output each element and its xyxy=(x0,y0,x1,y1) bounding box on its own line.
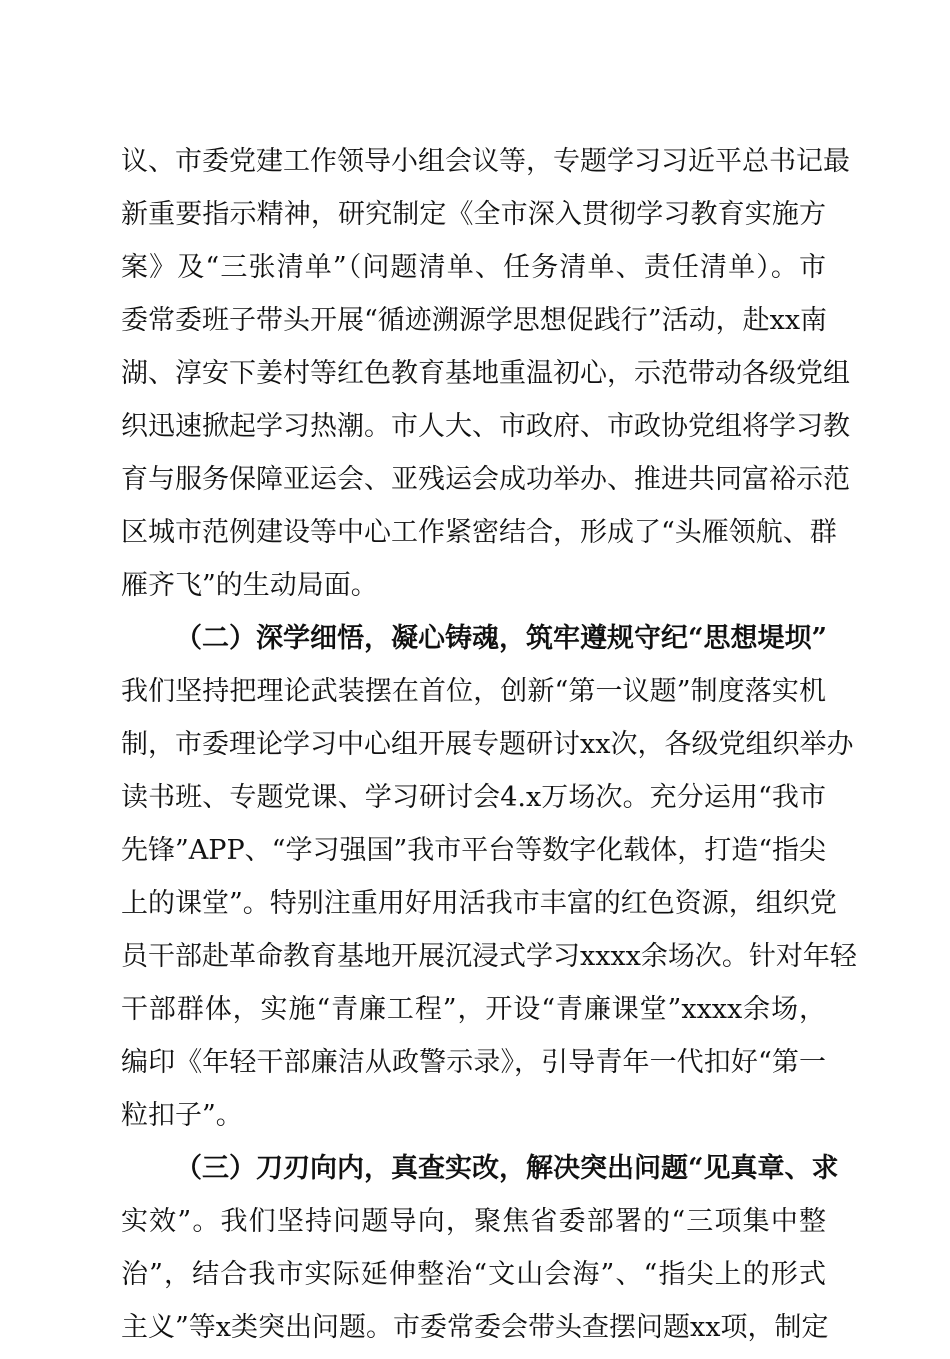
text-line: 委常委班子带头开展“循迹溯源学思想促践行”活动，赴xx南 xyxy=(121,305,828,336)
text-line: 议、市委党建工作领导小组会议等，专题学习习近平总书记最 xyxy=(121,146,850,177)
text-line: 湖、淳安下姜村等红色教育基地重温初心，示范带动各级党组 xyxy=(121,358,850,389)
text-line: 粒扣子”。 xyxy=(121,1100,243,1131)
section-heading: （三）刀刃向内，真查实改，解决突出问题“见真章、求 xyxy=(175,1153,839,1184)
text-line: 案》及“三张清单”（问题清单、任务清单、责任清单）。市 xyxy=(121,252,826,283)
section-2 xyxy=(121,617,857,1147)
section-heading: （二）深学细悟，凝心铸魂，筑牢遵规守纪“思想堤坝” xyxy=(175,623,828,654)
section-3 xyxy=(121,1147,839,1359)
text-line: 员干部赴革命教育基地开展沉浸式学习xxxx余场次。针对年轻 xyxy=(121,941,857,972)
text-line: 上的课堂”。特别注重用好用活我市丰富的红色资源，组织党 xyxy=(121,888,837,919)
text-line: 读书班、专题党课、学习研讨会4.x万场次。充分运用“我市 xyxy=(121,782,826,813)
text-line: 编印《年轻干部廉洁从政警示录》，引导青年一代扣好“第一 xyxy=(121,1047,826,1078)
text-line: 我们坚持把理论武装摆在首位，创新“第一议题”制度落实机 xyxy=(121,676,826,707)
text-line: 先锋”APP、“学习强国”我市平台等数字化载体，打造“指尖 xyxy=(121,835,827,866)
text-line: 主义”等x类突出问题。市委常委会带头查摆问题xx项，制定 xyxy=(121,1312,829,1343)
text-line: 干部群体，实施“青廉工程”，开设“青廉课堂”xxxx余场， xyxy=(121,994,826,1025)
text-line: 实效”。我们坚持问题导向，聚焦省委部署的“三项集中整 xyxy=(121,1206,826,1237)
text-line: 治”，结合我市实际延伸整治“文山会海”、“指尖上的形式 xyxy=(121,1259,826,1290)
paragraph-1 xyxy=(121,140,850,617)
text-line: 育与服务保障亚运会、亚残运会成功举办、推进共同富裕示范 xyxy=(121,464,850,495)
text-line: 雁齐飞”的生动局面。 xyxy=(121,570,378,601)
text-line: 制，市委理论学习中心组开展专题研讨xx次，各级党组织举办 xyxy=(121,729,854,760)
text-line: 新重要指示精神，研究制定《全市深入贯彻学习教育实施方 xyxy=(121,199,826,230)
text-line: 区城市范例建设等中心工作紧密结合，形成了“头雁领航、群 xyxy=(121,517,837,548)
document-body xyxy=(121,140,857,1359)
text-line: 织迅速掀起学习热潮。市人大、市政府、市政协党组将学习教 xyxy=(121,411,850,442)
